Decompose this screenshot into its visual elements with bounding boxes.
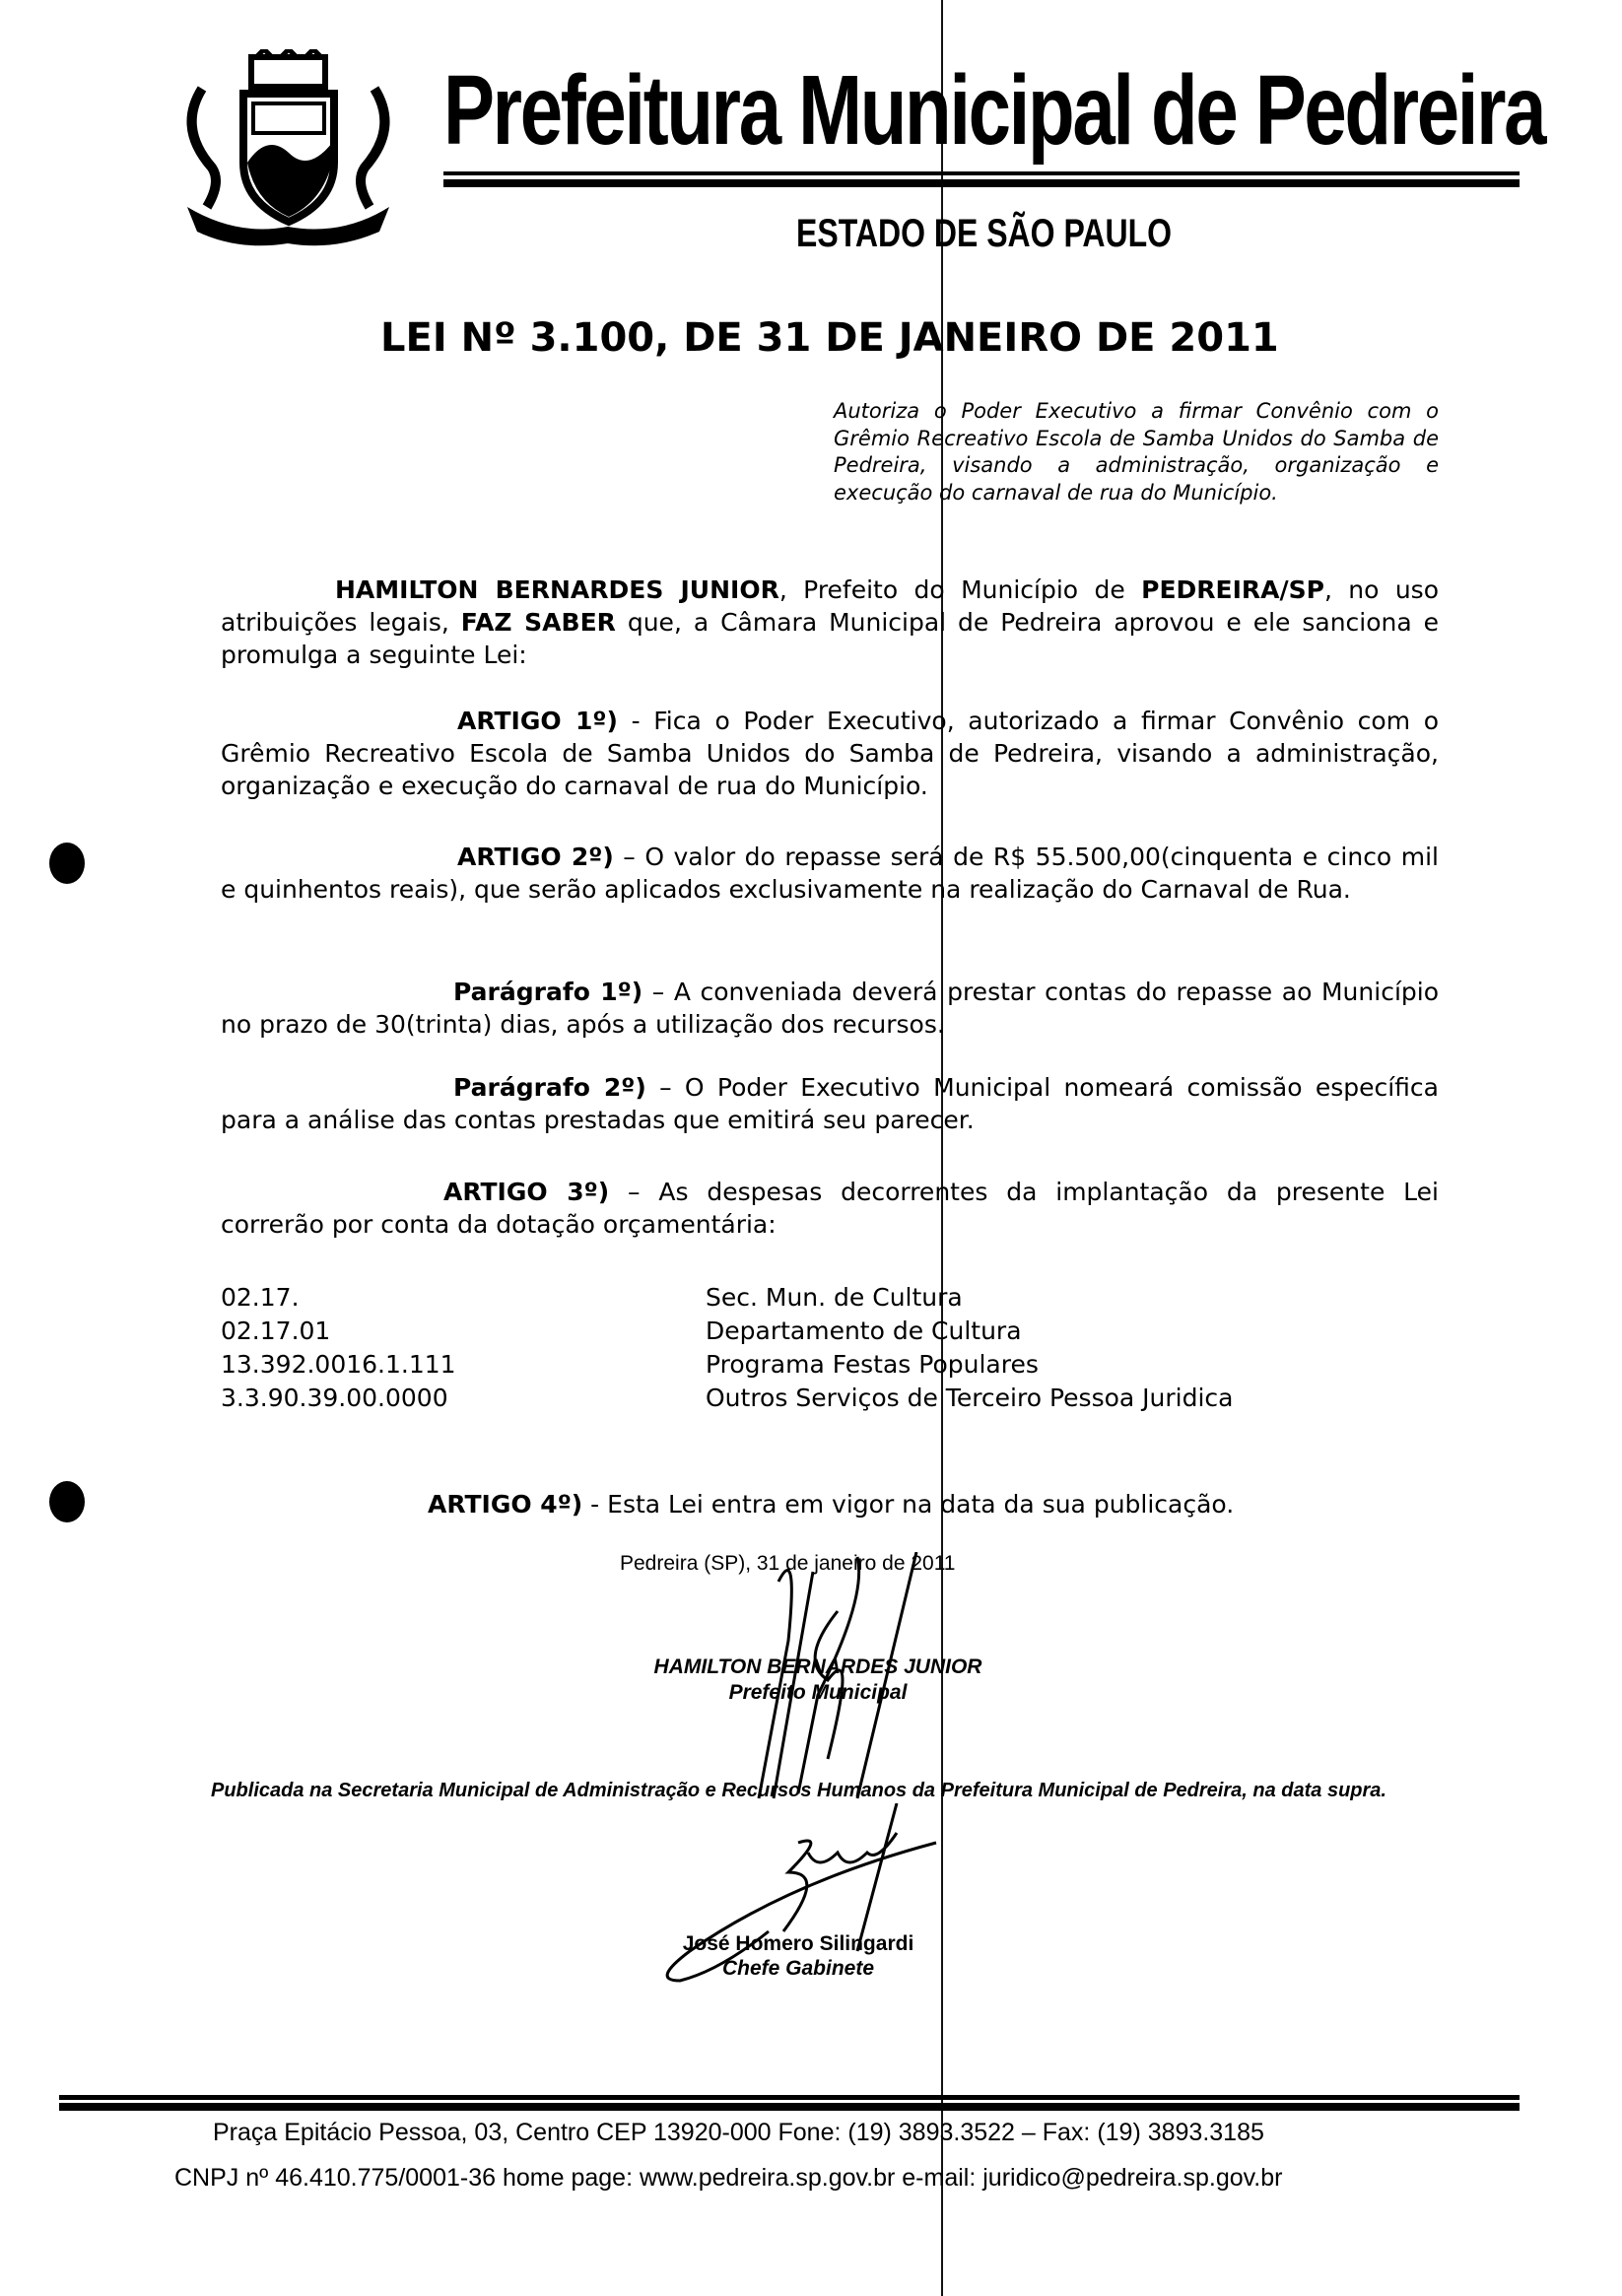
article-text: – O valor do repasse será de R$ 55.500,00(cinquenta e cinco mil e quinhentos reais), que serão aplicados exclusivamente na realização do Carnaval de Rua. — [221, 843, 1439, 904]
article-text: - Fica o Poder Executivo, autorizado a firmar Convênio com o Grêmio Recreativo Escola de Samba Unidos do Samba de Pedreira, visando a administração, organização e execução do carnaval de rua do Município. — [221, 707, 1440, 800]
header-state: ESTADO DE SÃO PAULO — [796, 212, 1173, 255]
preamble — [221, 574, 1439, 671]
footer-divider — [59, 2095, 1520, 2100]
preamble-text: que, a Câmara Municipal de Pedreira aprovou e ele sanciona e promulga a seguinte Lei: — [221, 608, 1440, 669]
signer-name: HAMILTON BERNARDES JUNIOR — [653, 1655, 982, 1678]
second-signer-name: José Homero Silingardi — [682, 1932, 914, 1955]
article-label: Parágrafo 2º) — [453, 1073, 646, 1102]
budget-table — [221, 1281, 1233, 1415]
budget-row — [221, 1281, 1233, 1315]
article-label: ARTIGO 3º) — [443, 1178, 610, 1206]
budget-description: Departamento de Cultura — [706, 1317, 1022, 1345]
mayor-signature — [719, 1552, 946, 1808]
footer-address: Praça Epitácio Pessoa, 03, Centro CEP 13920-000 Fone: (19) 3893.3522 – Fax: (19) 3893.3185 — [213, 2119, 1264, 2146]
budget-row — [221, 1315, 1233, 1348]
budget-row — [221, 1348, 1233, 1382]
footer-divider — [59, 2103, 1520, 2111]
punch-hole-mark — [49, 1481, 85, 1522]
footer-contact: CNPJ nº 46.410.775/0001-36 home page: www.pedreira.sp.gov.br e-mail: juridico@pedreira.sp.gov.br — [174, 2164, 1283, 2192]
law-summary: Autoriza o Poder Executivo a firmar Convênio com o Grêmio Recreativo Escola de Samba Unidos do Samba de Pedreira, visando a administração, organização e execução do carnaval de rua do Município. — [834, 399, 1439, 505]
preamble-text: , Prefeito do Município de — [778, 575, 1142, 604]
article-3 — [221, 1176, 1439, 1241]
mayor-name: HAMILTON BERNARDES JUNIOR — [335, 575, 779, 604]
article-label: ARTIGO 2º) — [457, 843, 614, 871]
header-title: Prefeitura Municipal de Pedreira — [443, 55, 1545, 166]
article-text: - Esta Lei entra em vigor na data da sua publicação. — [582, 1490, 1235, 1519]
article-text: – A conveniada deverá prestar contas do repasse ao Município no prazo de 30(trinta) dias, após a utilização dos recursos. — [221, 978, 1439, 1039]
budget-row — [221, 1382, 1233, 1415]
faz-saber: FAZ SABER — [460, 608, 616, 637]
signer-role: Prefeito Municipal — [728, 1681, 908, 1704]
header-divider — [443, 179, 1520, 187]
municipality: PEDREIRA/SP — [1141, 575, 1324, 604]
preamble-text: , no uso atribuições legais, — [221, 575, 1439, 637]
article-label: Parágrafo 1º) — [453, 978, 643, 1006]
paragraph-2 — [221, 1071, 1439, 1136]
article-label: ARTIGO 1º) — [457, 707, 618, 735]
punch-hole-mark — [49, 843, 85, 884]
article-text: – O Poder Executivo Municipal nomeará comissão específica para a análise das contas prestadas que emitirá seu parecer. — [221, 1073, 1439, 1134]
law-title: LEI Nº 3.100, DE 31 DE JANEIRO DE 2011 — [380, 315, 1279, 361]
second-signer-role: Chefe Gabinete — [721, 1957, 875, 1980]
budget-description: Sec. Mun. de Cultura — [706, 1283, 963, 1312]
budget-code: 02.17. — [221, 1283, 300, 1312]
signing-date: Pedreira (SP), 31 de janeiro de 2011 — [620, 1552, 956, 1575]
article-1 — [221, 705, 1439, 802]
article-text: – As despesas decorrentes da implantação da presente Lei correrão por conta da dotação orçamentária: — [221, 1178, 1439, 1239]
article-label: ARTIGO 4º) — [428, 1490, 583, 1519]
budget-code: 13.392.0016.1.111 — [221, 1350, 456, 1379]
budget-description: Outros Serviços de Terceiro Pessoa Juridica — [706, 1384, 1234, 1412]
publication-note: Publicada na Secretaria Municipal de Administração e Recursos Humanos da Prefeitura Municipal de Pedreira, na data supra. — [211, 1780, 1386, 1801]
article-4 — [428, 1488, 1512, 1520]
coat-of-arms-logo — [182, 49, 394, 246]
header-divider — [443, 171, 1520, 175]
paragraph-1 — [221, 976, 1439, 1041]
budget-code: 3.3.90.39.00.0000 — [221, 1384, 448, 1412]
budget-description: Programa Festas Populares — [706, 1350, 1039, 1379]
budget-code: 02.17.01 — [221, 1317, 331, 1345]
article-2 — [221, 841, 1439, 906]
